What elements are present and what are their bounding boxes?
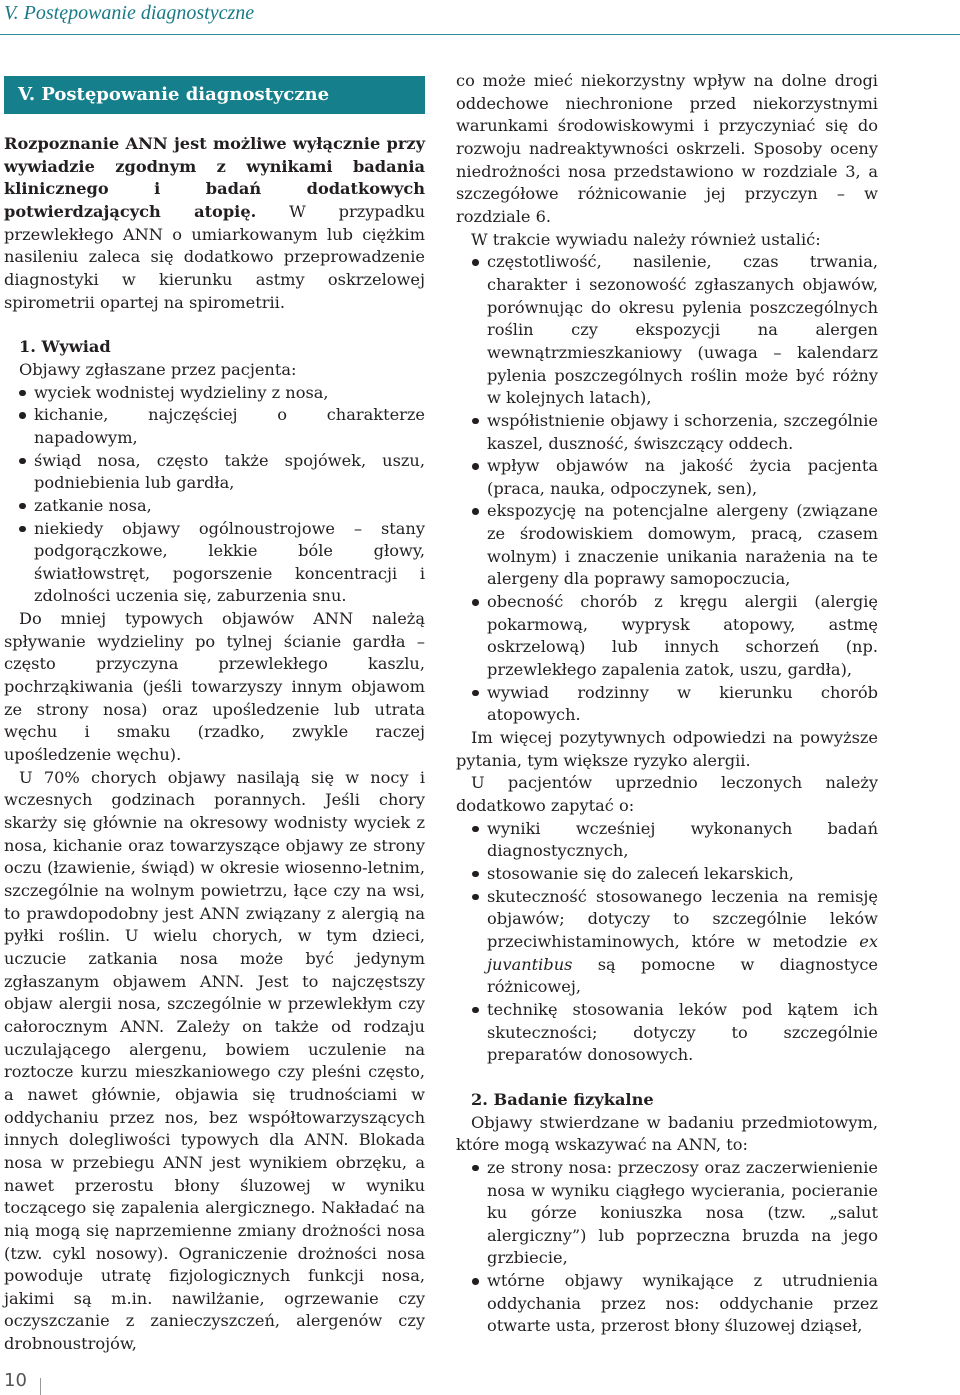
intro-paragraph <box>4 133 425 314</box>
list-item: technikę stosowania leków pod kątem ich skuteczności; dotyczy to szczególnie preparatów donosowych. <box>456 999 878 1067</box>
list-item: wpływ objawów na jakość życia pacjenta (praca, nauka, odpoczynek, sen), <box>456 455 878 500</box>
list-item: wywiad rodzinny w kierunku chorób atopowych. <box>456 682 878 727</box>
history-list <box>456 251 878 727</box>
list-item: wyniki wcześniej wykonanych badań diagnostycznych, <box>456 818 878 863</box>
list-item: współistnienie objawy i schorzenia, szczególnie kaszel, duszność, świszczący oddech. <box>456 410 878 455</box>
list-item: świąd nosa, często także spojówek, uszu, podniebienia lub gardła, <box>19 450 425 495</box>
list-item <box>456 886 878 999</box>
paragraph-risk: Im więcej pozytywnych odpowiedzi na powyższe pytania, tym większe ryzyko alergii. <box>456 728 878 770</box>
list-item: wtórne objawy wynikające z utrudnienia oddychania przez nos: oddychanie przez otwarte usta, przerost błony śluzowej dziąseł, <box>456 1270 878 1338</box>
right-column <box>456 70 878 1338</box>
symptoms-list <box>4 382 425 609</box>
list-item: ze strony nosa: przeczosy oraz zaczerwienienie nosa w wyniku ciągłego wycierania, pocieranie ku górze koniuszka nosa (tzw. „salut alergiczny”) lub poprzeczna bruzda na jego grzbiecie, <box>456 1157 878 1270</box>
list-item: częstotliwość, nasilenie, czas trwania, charakter i sezonowość zgłaszanych objawów, porównując do okresu pylenia poszczególnych roślin czy ekspozycji na alergen wewnątrzmieszkaniowy (uwaga – kalendarz pylenia poszczególnych roślin może być różny w kolejnych latach), <box>456 251 878 410</box>
running-header-title: V. Postępowanie diagnostyczne <box>4 2 255 24</box>
heading-wywiad: 1. Wywiad <box>19 337 111 357</box>
left-column <box>4 70 425 1356</box>
list-item: ekspozycję na potencjalne alergeny (związane ze środowiskiem domowym, pracą, czasem wolnym) i znaczenie unikania narażenia na te alergeny dla poprawy samopoczucia, <box>456 500 878 591</box>
header-rule <box>0 34 960 35</box>
also-intro: W trakcie wywiadu należy również ustalić: <box>471 229 821 249</box>
list-item-text: są pomocne w diagnostyce różnicowej, <box>487 954 878 997</box>
paragraph-atypical-symptoms: Do mniej typowych objawów ANN należą spływanie wydzieliny po tylnej ścianie gardła – często przyczyna przewlekłego kaszlu, pochrząkiwania (jeśli towarzyszy innym objawom ze strony nosa) oraz upośledzenie lub utrata węchu i smaku (rzadko, zwykle raczej upośledzenie węchu). <box>4 609 425 765</box>
exam-list <box>456 1157 878 1338</box>
list-item: obecność chorób z kręgu alergii (alergię pokarmową, wyprysk atopowy, astmę oskrzelową) lub innych schorzeń (np. przewlekłego zapalenia zatok, uszu, gardła), <box>456 591 878 682</box>
intro-lead: Rozpoznanie ANN jest możliwe wyłącznie przy wywiadzie zgodnym z wynikami badania klinicznego i badań dodatkowych potwierdzających atopię. <box>4 134 425 221</box>
list-item: zatkanie nosa, <box>19 495 425 518</box>
treated-intro: U pacjentów uprzednio leczonych należy dodatkowo zapytać o: <box>456 773 878 815</box>
page-number: 10 <box>4 1370 27 1391</box>
intro-text: W przypadku przewlekłego ANN o umiarkowanym lub ciężkim nasileniu zaleca się dodatkowo przeprowadzenie diagnostyki w kierunku astmy oskrzelowej spirometrii opartej na spirometrii. <box>4 201 426 312</box>
page-number-divider <box>40 1378 41 1395</box>
list-item: wyciek wodnistej wydzieliny z nosa, <box>19 382 425 405</box>
section-title-bar: V. Postępowanie diagnostyczne <box>4 76 425 114</box>
list-item-text: skuteczność stosowanego leczenia na remisję objawów; dotyczy to szczególnie leków przeciwhistaminowych, które w metodzie <box>487 886 878 951</box>
heading-badanie: 2. Badanie fizykalne <box>471 1089 654 1109</box>
symptoms-intro: Objawy zgłaszane przez pacjenta: <box>19 359 297 379</box>
badanie-intro: Objawy stwierdzane w badaniu przedmiotowym, które mogą wskazywać na ANN, to: <box>456 1112 878 1155</box>
latin-term: ex juvantibus <box>487 931 878 974</box>
paragraph-nasal-blockage: U 70% chorych objawy nasilają się w nocy i wczesnych godzinach porannych. Jeśli chory skarży się głównie na okresowy wodnisty wyciek z nosa, kichanie oraz towarzyszące objawy ze strony oczu (łzawienie, świąd) w okresie wiosenno-letnim, szczególnie na wolnym powietrzu, łące czy na wsi, to prawdopodobny jest ANN związany z alergią na pyłki roślin. U wielu chorych, w tym dzieci, uczucie zatkania nosa może być jedynym zgłaszanym objawem ANN. Jest to najczęstszy objaw alergii nosa, szczególnie w przewlekłym czy całorocznym ANN. Zależy on także od rodzaju uczulającego alergenu, bowiem uczulenie na roztocze kurzu mieszkaniowego czy pleśni często, a nawet głównie, objawia się trudnościami w oddychaniu przez nos, bez współtowarzyszących innych dolegliwości typowych dla ANN. Blokada nosa w przebiegu ANN jest wynikiem obrzęku, a nawet przerostu błony śluzowej w wyniku toczącego się zapalenia alergicznego. Nakładać na nią mogą się naprzemienne zmiany drożności nosa (tzw. cykl nosowy). Ograniczenie drożności nosa powoduje utratę fizjologicznych funkcji nosa, jakimi są m.in. nawilżanie, ogrzewanie czy oczyszczanie z zanieczyszczeń, alergenów czy drobnoustrojów, <box>4 767 425 1354</box>
treated-list <box>456 818 878 1067</box>
list-item: niekiedy objawy ogólnoustrojowe – stany podgorączkowe, lekkie bóle głowy, światłowstręt, pogorszenie koncentracji i zdolności uczenia się, zaburzenia snu. <box>19 518 425 609</box>
list-item: kichanie, najczęściej o charakterze napadowym, <box>19 404 425 449</box>
paragraph-continuation: co może mieć niekorzystny wpływ na dolne drogi oddechowe niechronione przed niekorzystnymi warunkami środowiskowymi i przyczyniać się do rozwoju nadreaktywności oskrzeli. Sposoby oceny niedrożności nosa przedstawiono w rozdziale 3, a szczegółowe różnicowanie jej przyczyn – w rozdziale 6. <box>456 71 878 226</box>
list-item: stosowanie się do zaleceń lekarskich, <box>456 863 878 886</box>
